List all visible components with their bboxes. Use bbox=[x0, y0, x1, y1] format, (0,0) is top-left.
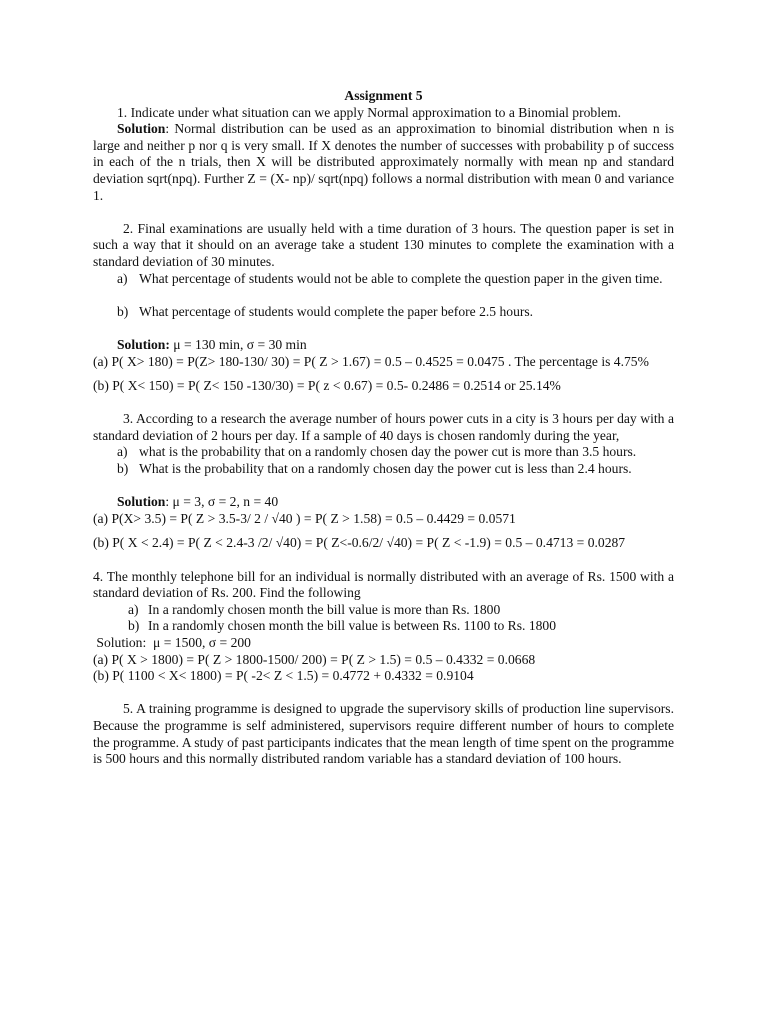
question-4-solution: Solution: μ = 1500, σ = 200 bbox=[93, 635, 251, 650]
question-4-part-a bbox=[93, 602, 674, 619]
part-text: what is the probability that on a randomly chosen day the power cut is more than 3.5 hours. bbox=[139, 444, 637, 460]
question-2-part-b bbox=[93, 304, 674, 321]
question-1-solution bbox=[93, 121, 674, 204]
question-2-part-a bbox=[93, 271, 674, 288]
part-marker: b) bbox=[117, 303, 129, 319]
solution-text: : Normal distribution can be used as an approximation to binomial distribution when n is large and neither p nor q is very small. If X denotes the number of successes with probability p of success in each of the n trials, then X will be distributed approximately normally with mean np and standard deviation sqrt(npq). Further Z = (X- np)/ sqrt(npq) follows a normal distribution with mean 0 and variance 1. bbox=[93, 121, 674, 203]
document-body bbox=[93, 88, 674, 768]
question-3-solution bbox=[93, 494, 674, 511]
solution-label: Solution bbox=[117, 494, 166, 510]
solution-params: μ = 130 min, σ = 30 min bbox=[169, 336, 307, 352]
part-marker: a) bbox=[128, 601, 139, 617]
question-3-part-a bbox=[93, 444, 674, 461]
question-4-part-b bbox=[93, 618, 674, 635]
question-1: 1. Indicate under what situation can we apply Normal approximation to a Binomial problem. bbox=[117, 104, 621, 120]
part-text: In a randomly chosen month the bill value is between Rs. 1100 to Rs. 1800 bbox=[148, 618, 557, 634]
question-2-answer-a: (a) P( X> 180) = P(Z> 180-130/ 30) = P( Z > 1.67) = 0.5 – 0.4525 = 0.0475 . The percentage is 4.75% bbox=[93, 353, 649, 369]
part-marker: b) bbox=[117, 461, 129, 477]
question-4: 4. The monthly telephone bill for an individual is normally distributed with an average of Rs. 1500 with a standard deviation of Rs. 200. Find the following bbox=[93, 568, 674, 601]
question-4-answer-b: (b) P( 1100 < X< 1800) = P( -2< Z < 1.5) = 0.4772 + 0.4332 = 0.9104 bbox=[93, 668, 474, 684]
part-text: What is the probability that on a randomly chosen day the power cut is less than 2.4 hours. bbox=[139, 461, 632, 477]
question-3-part-b bbox=[93, 461, 674, 478]
question-4-answer-a: (a) P( X > 1800) = P( Z > 1800-1500/ 200) = P( Z > 1.5) = 0.5 – 0.4332 = 0.0668 bbox=[93, 651, 536, 667]
question-2-solution bbox=[93, 337, 674, 354]
solution-label: Solution: bbox=[117, 336, 170, 352]
question-2-answer-b: (b) P( X< 150) = P( Z< 150 -130/30) = P( z < 0.67) = 0.5- 0.2486 = 0.2514 or 25.14% bbox=[93, 378, 561, 394]
question-2: 2. Final examinations are usually held with a time duration of 3 hours. The question paper is set in such a way that it should on an average take a student 130 minutes to complete the examination with a standard deviation of 30 minutes. bbox=[93, 220, 674, 269]
part-text: What percentage of students would complete the paper before 2.5 hours. bbox=[139, 303, 534, 319]
page-title: Assignment 5 bbox=[344, 88, 423, 103]
part-text: In a randomly chosen month the bill value is more than Rs. 1800 bbox=[148, 601, 501, 617]
part-marker: a) bbox=[117, 270, 128, 286]
part-marker: a) bbox=[117, 444, 128, 460]
solution-label: Solution bbox=[117, 121, 166, 137]
solution-params: : μ = 3, σ = 2, n = 40 bbox=[165, 494, 279, 510]
question-3-answer-b: (b) P( X < 2.4) = P( Z < 2.4-3 /2/ √40) = P( Z<-0.6/2/ √40) = P( Z < -1.9) = 0.5 – 0.4713 = 0.0287 bbox=[93, 535, 626, 551]
question-5: 5. A training programme is designed to upgrade the supervisory skills of production line supervisors. Because the programme is self administered, supervisors require different number of hours to complete the programme. A study of past participants indicates that the mean length of time spent on the programme is 500 hours and this normally distributed random variable has a standard deviation of 100 hours. bbox=[93, 701, 674, 767]
part-marker: b) bbox=[128, 618, 140, 634]
part-text: What percentage of students would not be able to complete the question paper in the given time. bbox=[139, 270, 663, 286]
question-3: 3. According to a research the average number of hours power cuts in a city is 3 hours per day with a standard deviation of 2 hours per day. If a sample of 40 days is chosen randomly during the year, bbox=[93, 411, 674, 443]
question-3-answer-a: (a) P(X> 3.5) = P( Z > 3.5-3/ 2 / √40 ) = P( Z > 1.58) = 0.5 – 0.4429 = 0.0571 bbox=[93, 510, 516, 526]
